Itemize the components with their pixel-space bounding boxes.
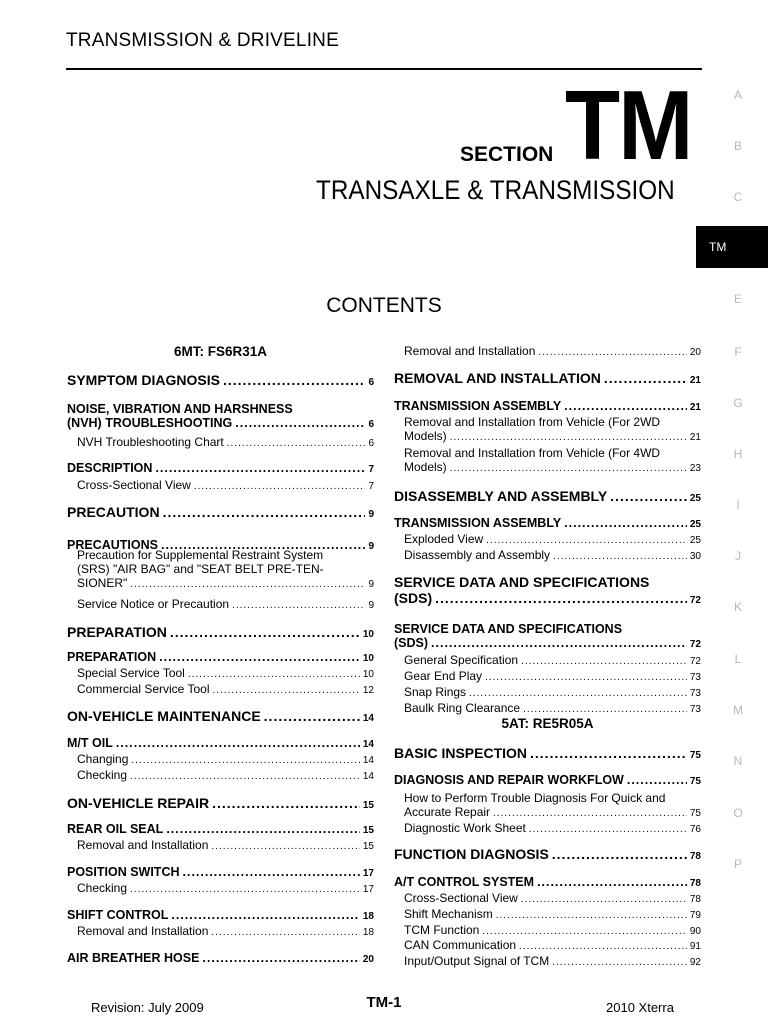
toc-entry[interactable] — [394, 622, 701, 650]
toc-entry-title: Cross-Sectional View — [404, 891, 518, 905]
section-tab-h[interactable]: H — [733, 447, 743, 461]
toc-leader-dots — [213, 685, 360, 696]
toc-entry-title: ON-VEHICLE REPAIR — [67, 795, 210, 811]
toc-entry[interactable] — [394, 488, 701, 504]
section-tab-f[interactable]: F — [734, 345, 742, 359]
toc-leader-dots — [627, 773, 687, 787]
toc-leader-dots — [519, 941, 687, 952]
toc-page-number: 75 — [689, 750, 701, 761]
toc-entry[interactable] — [394, 653, 701, 667]
toc-entry[interactable] — [394, 923, 701, 937]
toc-entry-title: FUNCTION DIAGNOSIS — [394, 846, 549, 862]
toc-leader-dots — [564, 399, 687, 413]
toc-leader-dots — [537, 875, 687, 889]
toc-page-number: 73 — [689, 704, 701, 715]
toc-entry[interactable] — [67, 908, 374, 922]
toc-page-number: 6 — [368, 438, 374, 449]
toc-leader-dots — [163, 504, 366, 520]
toc-entry[interactable] — [394, 773, 701, 787]
toc-entry[interactable] — [394, 821, 701, 835]
toc-entry-title-line: SERVICE DATA AND SPECIFICATIONS — [394, 574, 650, 590]
toc-entry-title: Checking — [77, 881, 128, 895]
toc-entry[interactable] — [67, 548, 374, 590]
toc-entry-title: Models) — [404, 429, 447, 443]
toc-entry-title: BASIC INSPECTION — [394, 745, 528, 761]
toc-entry-title-line: How to Perform Trouble Diagnosis For Quick and — [404, 791, 666, 805]
section-name: TRANSAXLE & TRANSMISSION — [316, 175, 675, 205]
toc-entry[interactable] — [67, 504, 374, 520]
toc-page-number: 7 — [368, 481, 374, 492]
toc-entry-title: Removal and Installation — [77, 838, 209, 852]
toc-leader-dots — [131, 755, 360, 766]
toc-entry-title: SYMPTOM DIAGNOSIS — [67, 372, 220, 388]
toc-entry[interactable] — [67, 822, 374, 836]
section-tab-i[interactable]: I — [736, 498, 740, 512]
toc-entry-title: Special Service Tool — [77, 666, 185, 680]
toc-page-number: 10 — [362, 669, 374, 680]
section-tab-j[interactable]: J — [735, 549, 741, 563]
toc-page-number: 75 — [689, 776, 701, 787]
toc-entry-title: TCM Function — [404, 923, 480, 937]
toc-leader-dots — [604, 370, 687, 386]
toc-leader-dots — [223, 372, 365, 388]
toc-entry-title-line: Removal and Installation from Vehicle (For 2WD — [404, 415, 661, 429]
toc-page-number: 6 — [368, 419, 374, 430]
toc-entry-title: CAN Communication — [404, 938, 517, 952]
toc-leader-dots — [188, 669, 360, 680]
toc-page-number: 21 — [689, 375, 701, 386]
toc-entry-title: PRECAUTIONS — [67, 538, 158, 552]
toc-page-number: 72 — [689, 656, 701, 667]
toc-entry-title: PRECAUTION — [67, 504, 160, 520]
toc-leader-dots — [485, 672, 687, 683]
toc-entry-title: SHIFT CONTROL — [67, 908, 169, 922]
toc-entry[interactable] — [67, 881, 374, 895]
toc-entry[interactable] — [394, 907, 701, 921]
toc-entry-title: REMOVAL AND INSTALLATION — [394, 370, 601, 386]
header-category: TRANSMISSION & DRIVELINE — [66, 30, 339, 51]
toc-leader-dots — [610, 488, 687, 504]
toc-leader-dots — [552, 957, 687, 968]
toc-page-number: 92 — [689, 957, 701, 968]
toc-page-number: 21 — [689, 432, 701, 443]
toc-page-number: 73 — [689, 672, 701, 683]
toc-entry-title: TRANSMISSION ASSEMBLY — [394, 516, 562, 530]
toc-entry[interactable] — [67, 924, 374, 938]
section-code: TM — [565, 70, 692, 180]
toc-page-number: 20 — [362, 954, 374, 965]
toc-entry-title: Shift Mechanism — [404, 907, 493, 921]
toc-page-number: 9 — [368, 541, 374, 552]
section-tab-tm[interactable]: TM — [696, 226, 768, 268]
toc-entry[interactable] — [67, 951, 374, 965]
toc-leader-dots — [530, 745, 687, 761]
toc-entry-title: Service Notice or Precaution — [77, 597, 230, 611]
section-tab-g[interactable]: G — [733, 396, 743, 410]
toc-leader-dots — [482, 926, 687, 937]
section-tab-o[interactable]: O — [733, 806, 743, 820]
toc-entry[interactable] — [394, 399, 701, 413]
toc-leader-dots — [553, 551, 687, 562]
toc-entry-title: Baulk Ring Clearance — [404, 701, 521, 715]
toc-entry[interactable] — [394, 938, 701, 952]
toc-leader-dots — [450, 463, 687, 474]
toc-page-number: 78 — [689, 878, 701, 889]
toc-entry-title: TRANSMISSION ASSEMBLY — [394, 399, 562, 413]
toc-page-number: 20 — [689, 347, 701, 358]
toc-entry-title: Changing — [77, 752, 129, 766]
toc-entry-title: PREPARATION — [67, 650, 157, 664]
section-tab-e[interactable]: E — [733, 292, 742, 306]
toc-entry[interactable] — [67, 435, 374, 449]
toc-page-number: 17 — [362, 868, 374, 879]
toc-entry-title: General Specification — [404, 653, 519, 667]
toc-leader-dots — [130, 884, 360, 895]
toc-entry[interactable] — [394, 701, 701, 715]
toc-page-number: 6 — [368, 377, 374, 388]
toc-entry[interactable] — [67, 597, 374, 611]
toc-entry-title-line: (SRS) "AIR BAG" and "SEAT BELT PRE-TEN- — [77, 562, 324, 576]
toc-entry-title-line: Removal and Installation from Vehicle (For 4WD — [404, 446, 661, 460]
toc-page-number: 91 — [689, 941, 701, 952]
toc-page-number: 15 — [362, 800, 374, 811]
section-tab-a[interactable]: A — [733, 88, 742, 102]
toc-page-number: 12 — [362, 685, 374, 696]
toc-page-number: 72 — [689, 595, 701, 606]
toc-entry-title: Diagnostic Work Sheet — [404, 821, 526, 835]
toc-entry[interactable] — [67, 478, 374, 492]
toc-page-number: 25 — [689, 535, 701, 546]
toc-page-number: 30 — [689, 551, 701, 562]
toc-page-number: 79 — [689, 910, 701, 921]
toc-page-number: 14 — [362, 755, 374, 766]
toc-leader-dots — [232, 600, 365, 611]
section-tab-k[interactable]: K — [733, 600, 742, 614]
toc-entry-title: (NVH) TROUBLESHOOTING — [67, 416, 233, 430]
toc-entry[interactable] — [394, 415, 701, 443]
toc-entry[interactable] — [394, 370, 701, 386]
toc-heading: 5AT: RE5R05A — [501, 716, 594, 731]
toc-heading: 6MT: FS6R31A — [173, 344, 268, 359]
toc-leader-dots — [523, 704, 687, 715]
toc-entry[interactable] — [67, 752, 374, 766]
toc-leader-dots — [212, 795, 360, 811]
footer-revision: Revision: July 2009 — [91, 1000, 204, 1015]
toc-entry-title: Checking — [77, 768, 128, 782]
section-tab-c[interactable]: C — [733, 190, 743, 204]
section-tab-m[interactable]: M — [733, 703, 743, 717]
toc-leader-dots — [521, 894, 687, 905]
toc-page-number: 14 — [362, 713, 374, 724]
toc-page-number: 9 — [368, 579, 374, 590]
toc-entry[interactable] — [394, 954, 701, 968]
toc-leader-dots — [171, 908, 359, 922]
toc-entry[interactable] — [394, 548, 701, 562]
toc-page-number: 9 — [368, 509, 374, 520]
toc-entry-title: Exploded View — [404, 532, 484, 546]
toc-entry-title: PREPARATION — [67, 624, 167, 640]
toc-entry-title: A/T CONTROL SYSTEM — [394, 875, 535, 889]
toc-entry-title-line: NOISE, VIBRATION AND HARSHNESS — [67, 402, 293, 416]
toc-entry[interactable] — [67, 372, 374, 388]
toc-page-number: 21 — [689, 402, 701, 413]
toc-entry-title: NVH Troubleshooting Chart — [77, 435, 224, 449]
footer-model: 2010 Xterra — [606, 1000, 674, 1015]
toc-entry[interactable] — [67, 402, 374, 430]
toc-leader-dots — [227, 438, 366, 449]
toc-entry-title: DESCRIPTION — [67, 461, 153, 475]
toc-page-number: 7 — [368, 464, 374, 475]
toc-leader-dots — [130, 771, 360, 782]
toc-entry[interactable] — [394, 669, 701, 683]
toc-entry[interactable] — [394, 891, 701, 905]
toc-entry-title: Accurate Repair — [404, 805, 491, 819]
toc-leader-dots — [538, 347, 686, 358]
toc-page-number: 10 — [362, 653, 374, 664]
toc-page-number: 14 — [362, 739, 374, 750]
toc-entry[interactable] — [394, 875, 701, 889]
toc-leader-dots — [521, 656, 687, 667]
toc-entry-title: Commercial Service Tool — [77, 682, 210, 696]
toc-leader-dots — [435, 590, 687, 606]
toc-leader-dots — [166, 822, 360, 836]
section-tab-n[interactable]: N — [733, 754, 743, 768]
footer-page-number: TM-1 — [366, 994, 402, 1011]
toc-leader-dots — [564, 516, 687, 530]
toc-leader-dots — [211, 927, 359, 938]
toc-entry[interactable] — [394, 846, 701, 862]
toc-page-number: 90 — [689, 926, 701, 937]
toc-leader-dots — [486, 535, 687, 546]
toc-entry[interactable] — [67, 768, 374, 782]
toc-entry-title: M/T OIL — [67, 736, 113, 750]
toc-entry-title: Models) — [404, 460, 447, 474]
toc-leader-dots — [202, 951, 359, 965]
toc-entry[interactable] — [394, 574, 701, 606]
toc-entry-title: Snap Rings — [404, 685, 467, 699]
toc-entry[interactable] — [394, 516, 701, 530]
toc-entry-title: POSITION SWITCH — [67, 865, 180, 879]
toc-entry[interactable] — [67, 650, 374, 664]
toc-page-number: 15 — [362, 825, 374, 836]
toc-entry[interactable] — [67, 865, 374, 879]
toc-page-number: 9 — [368, 600, 374, 611]
toc-leader-dots — [469, 688, 687, 699]
toc-entry-title: ON-VEHICLE MAINTENANCE — [67, 708, 261, 724]
toc-entry[interactable] — [67, 736, 374, 750]
section-tab-l[interactable]: L — [734, 652, 742, 666]
toc-page-number: 17 — [362, 884, 374, 895]
toc-leader-dots — [170, 624, 360, 640]
toc-leader-dots — [116, 736, 360, 750]
toc-entry[interactable] — [67, 666, 374, 680]
toc-entry-title: DISASSEMBLY AND ASSEMBLY — [394, 488, 608, 504]
toc-entry[interactable] — [394, 532, 701, 546]
section-word: SECTION — [460, 143, 554, 166]
toc-entry-title: DIAGNOSIS AND REPAIR WORKFLOW — [394, 773, 624, 787]
toc-leader-dots — [130, 579, 365, 590]
toc-page-number: 14 — [362, 771, 374, 782]
section-tab-p[interactable]: P — [733, 857, 742, 871]
toc-entry[interactable] — [394, 685, 701, 699]
toc-page-number: 25 — [689, 493, 701, 504]
toc-leader-dots — [211, 841, 359, 852]
toc-leader-dots — [194, 481, 366, 492]
toc-leader-dots — [264, 708, 360, 724]
toc-page-number: 23 — [689, 463, 701, 474]
toc-page-number: 76 — [689, 824, 701, 835]
toc-leader-dots — [493, 808, 687, 819]
toc-page-number: 15 — [362, 841, 374, 852]
toc-entry-title: AIR BREATHER HOSE — [67, 951, 200, 965]
toc-entry-title: Gear End Play — [404, 669, 483, 683]
toc-page-number: 78 — [689, 851, 701, 862]
toc-entry-title-line: Precaution for Supplemental Restraint System — [77, 548, 324, 562]
toc-page-number: 73 — [689, 688, 701, 699]
toc-page-number: 10 — [362, 629, 374, 640]
toc-leader-dots — [159, 650, 360, 664]
toc-entry[interactable] — [394, 344, 701, 358]
toc-entry-title-line: SERVICE DATA AND SPECIFICATIONS — [394, 622, 623, 636]
toc-leader-dots — [496, 910, 687, 921]
toc-page-number: 18 — [362, 927, 374, 938]
toc-leader-dots — [450, 432, 687, 443]
toc-leader-dots — [431, 636, 687, 650]
toc-page-number: 25 — [689, 519, 701, 530]
toc-page-number: 78 — [689, 894, 701, 905]
toc-entry-title: SIONER" — [77, 576, 128, 590]
toc-entry[interactable] — [67, 838, 374, 852]
toc-leader-dots — [552, 846, 687, 862]
toc-entry-title: Cross-Sectional View — [77, 478, 191, 492]
toc-entry-title: (SDS) — [394, 590, 433, 606]
toc-entry[interactable] — [67, 624, 374, 640]
toc-page-number: 18 — [362, 911, 374, 922]
toc-entry-title: Removal and Installation — [77, 924, 209, 938]
toc-entry-title: Removal and Installation — [404, 344, 536, 358]
toc-entry[interactable] — [67, 795, 374, 811]
toc-entry[interactable] — [394, 791, 701, 819]
toc-leader-dots — [155, 461, 365, 475]
toc-entry[interactable] — [394, 745, 701, 761]
toc-page-number: 72 — [689, 639, 701, 650]
toc-entry[interactable] — [67, 461, 374, 475]
toc-entry-title: Disassembly and Assembly — [404, 548, 551, 562]
section-tab-b[interactable]: B — [733, 139, 742, 153]
toc-leader-dots — [235, 416, 365, 430]
toc-entry-title: Input/Output Signal of TCM — [404, 954, 550, 968]
toc-leader-dots — [529, 824, 687, 835]
toc-page-number: 75 — [689, 808, 701, 819]
toc-entry[interactable] — [67, 682, 374, 696]
contents-title: CONTENTS — [326, 294, 442, 317]
toc-entry[interactable] — [394, 446, 701, 474]
toc-leader-dots — [183, 865, 360, 879]
toc-entry-title: (SDS) — [394, 636, 429, 650]
toc-entry[interactable] — [67, 708, 374, 724]
toc-entry-title: REAR OIL SEAL — [67, 822, 164, 836]
